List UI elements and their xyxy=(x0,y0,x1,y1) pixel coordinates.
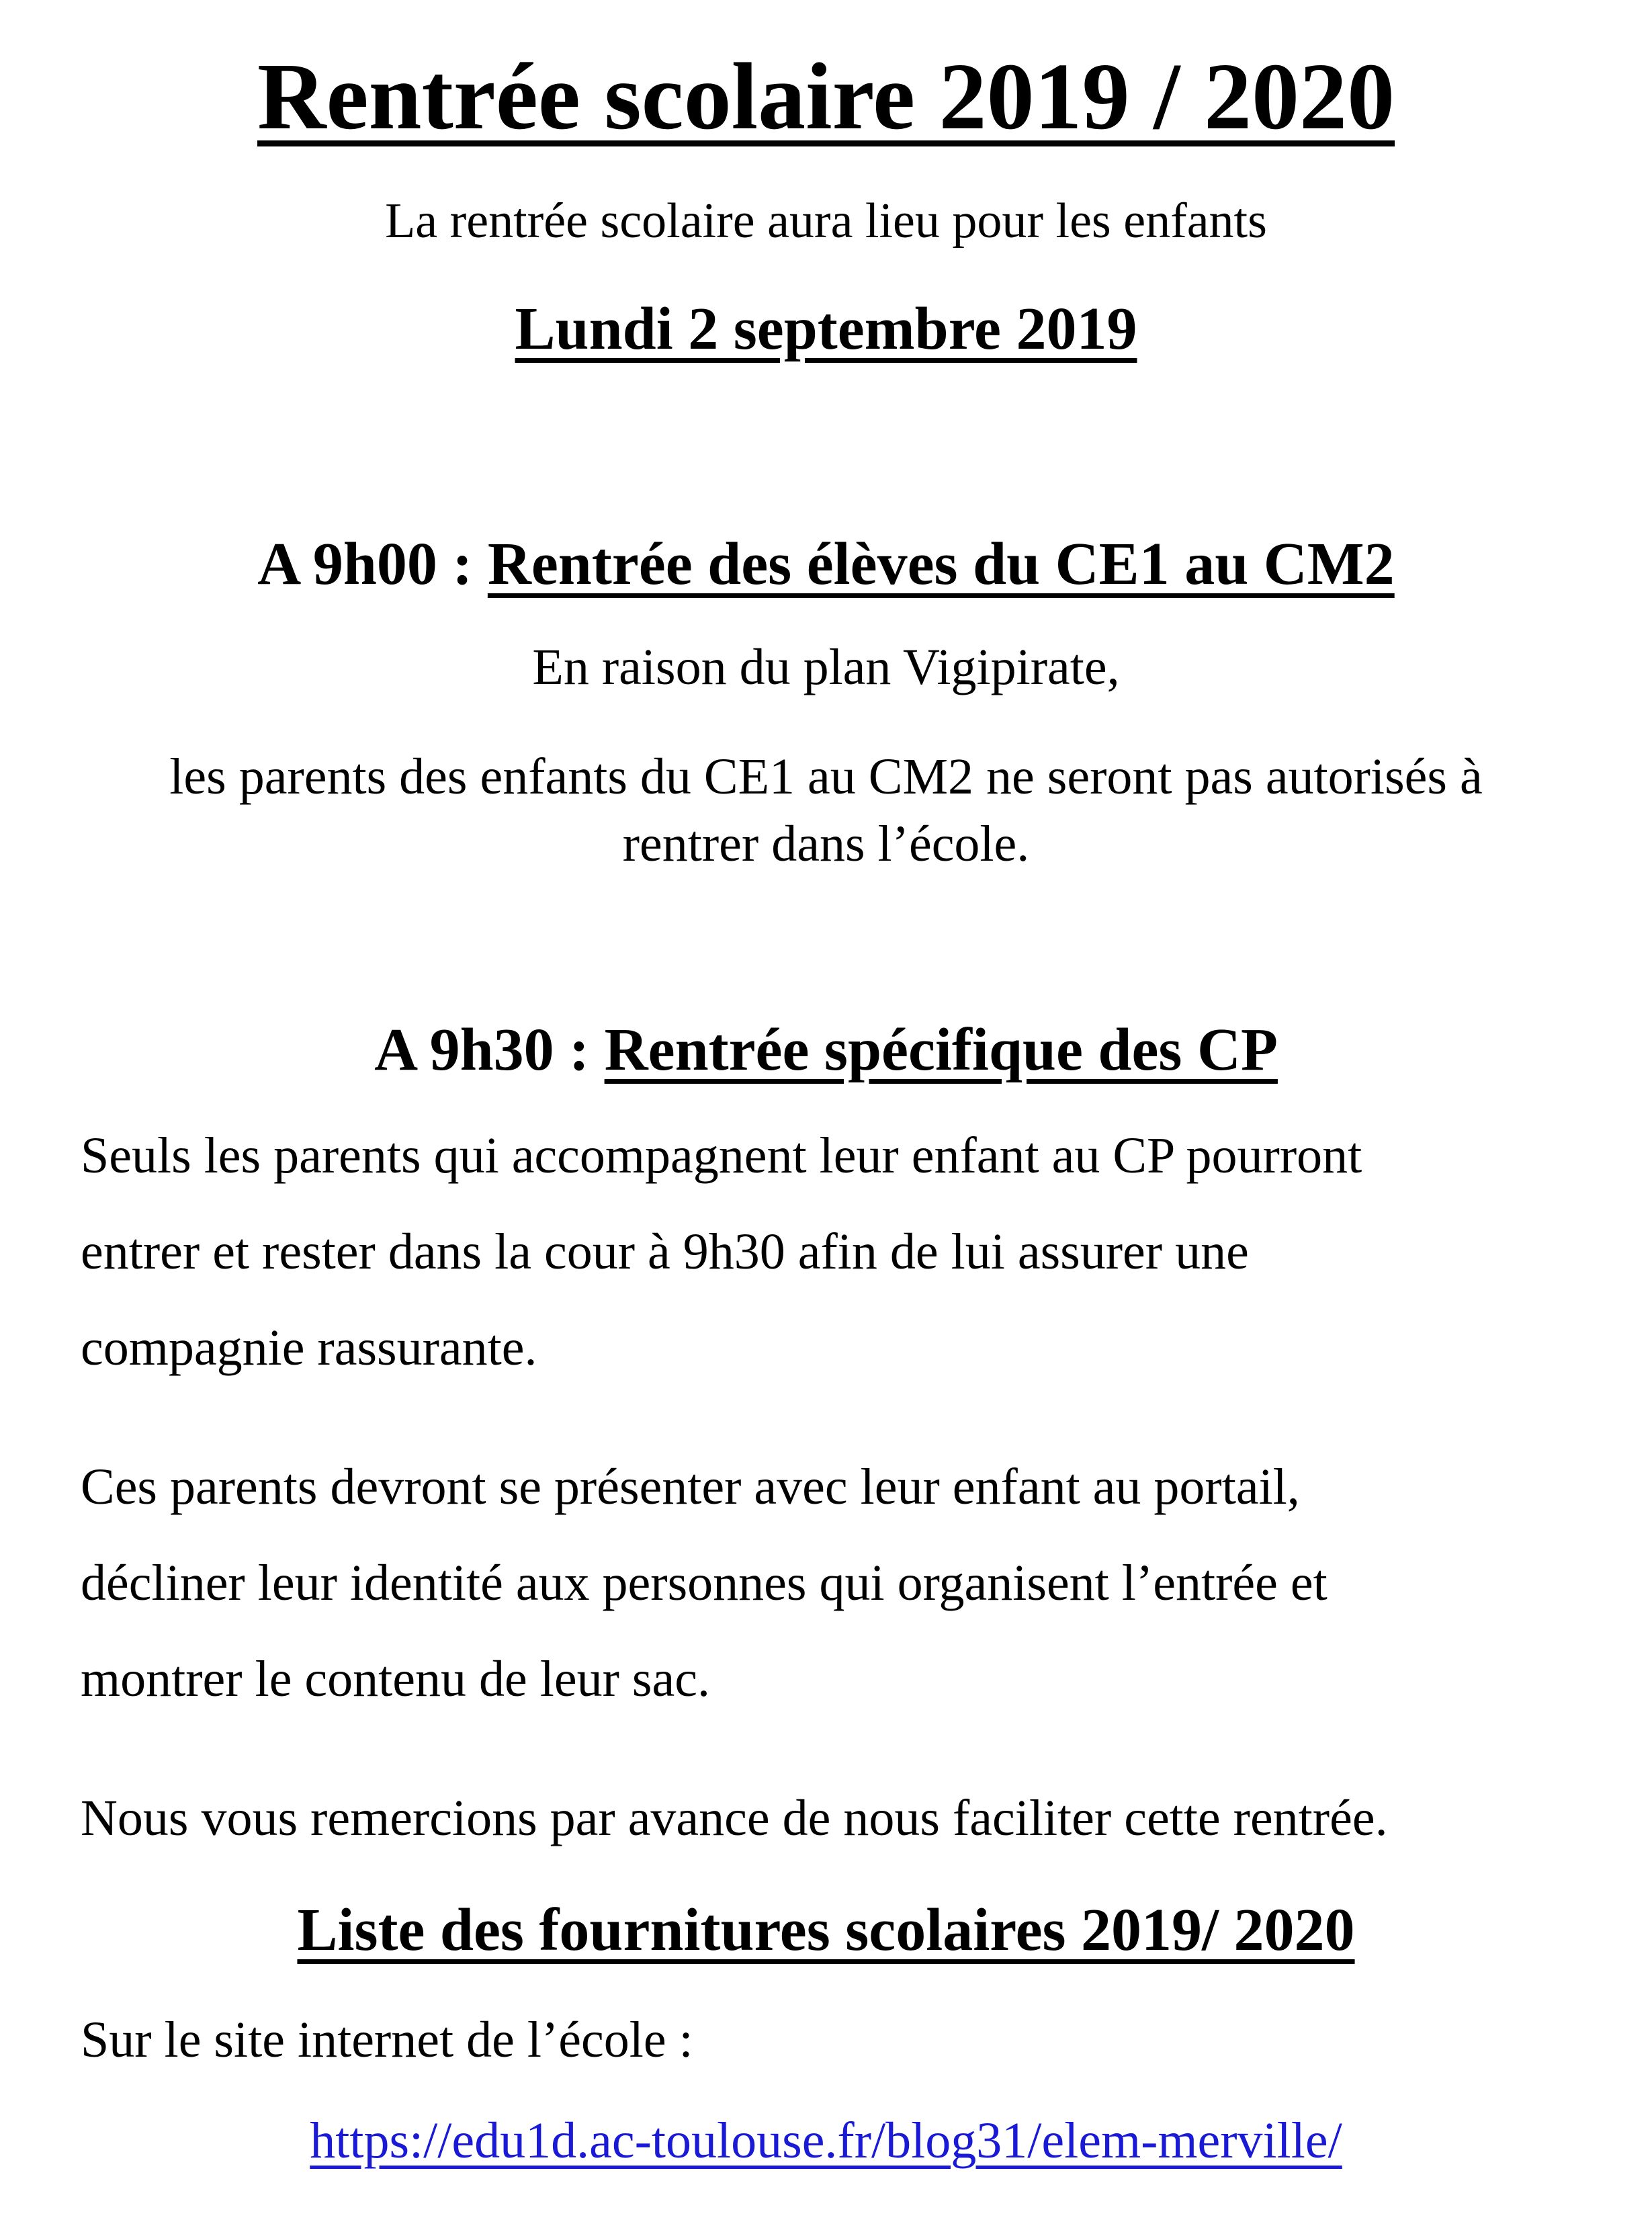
section2-paragraph1-line: Seuls les parents qui accompagnent leur enfant au CP pourront xyxy=(81,1127,1362,1184)
section2-paragraph2-line: Ces parents devront se présenter avec leur enfant au portail, xyxy=(81,1459,1300,1515)
title-text: Rentrée scolaire 2019 / 2020 xyxy=(257,43,1395,149)
supplies-site-label: Sur le site internet de l’école : xyxy=(81,2012,693,2068)
section2-time: A 9h30 : xyxy=(374,1017,605,1083)
supplies-title: Liste des fournitures scolaires 2019/ 2020 xyxy=(297,1897,1355,1963)
section2-paragraph2-line: montrer le contenu de leur sac. xyxy=(81,1651,710,1707)
supplies-heading xyxy=(0,1897,1652,1963)
section1-line-2: les parents des enfants du CE1 au CM2 ne seront pas autorisés à xyxy=(169,748,1483,805)
section1-line-3: rentrer dans l’école. xyxy=(622,816,1030,872)
section1-title: Rentrée des élèves du CE1 au CM2 xyxy=(487,531,1395,597)
intro-text: La rentrée scolaire aura lieu pour les enfants xyxy=(385,194,1267,249)
school-start-date xyxy=(0,296,1652,362)
section2-paragraph1-line: entrer et rester dans la cour à 9h30 afin de lui assurer une xyxy=(81,1224,1249,1280)
section2-paragraph2-line: décliner leur identité aux personnes qui organisent l’entrée et xyxy=(81,1555,1328,1611)
section1-heading xyxy=(0,531,1652,597)
section1-line-1: En raison du plan Vigipirate, xyxy=(532,639,1120,695)
thanks-text: Nous vous remercions par avance de nous faciliter cette rentrée. xyxy=(81,1790,1388,1846)
date-text: Lundi 2 septembre 2019 xyxy=(515,296,1137,362)
page-title xyxy=(0,43,1652,149)
section1-time: A 9h00 : xyxy=(257,531,488,597)
section2-paragraph1-line: compagnie rassurante. xyxy=(81,1320,537,1376)
section2-title: Rentrée spécifique des CP xyxy=(604,1017,1278,1083)
school-website-link[interactable]: https://edu1d.ac-toulouse.fr/blog31/elem-merville/ xyxy=(310,2112,1342,2169)
section2-heading xyxy=(0,1017,1652,1083)
